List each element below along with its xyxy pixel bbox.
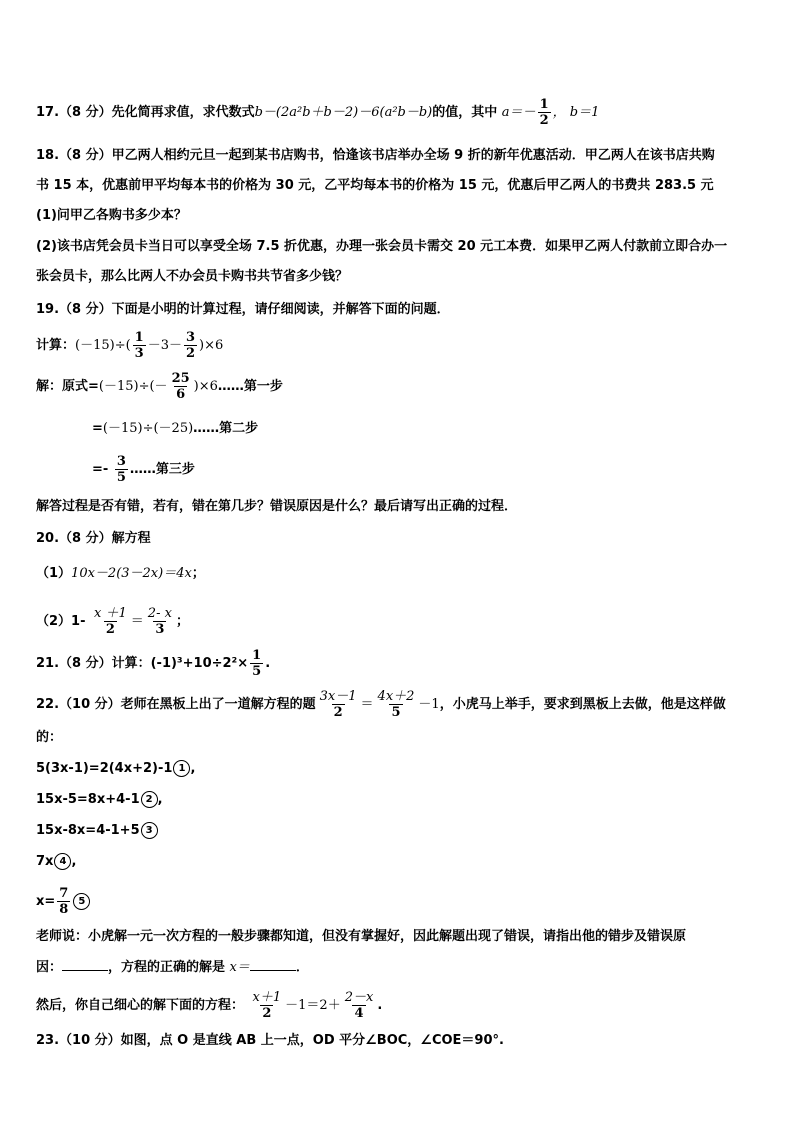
q19-fraction xyxy=(184,330,197,361)
fraction-denominator: 2 xyxy=(105,622,115,637)
q20-part-label: （1） xyxy=(36,566,72,581)
q20-fraction xyxy=(92,606,129,637)
circled-number-2: 2 xyxy=(141,791,158,808)
q22-label: 22.（10 分）老师在黑板上出了一道解方程的题 xyxy=(36,697,316,712)
q19-calc-label: 计算： xyxy=(36,338,76,353)
fraction-numerator: 7 xyxy=(59,886,69,901)
q22-fraction xyxy=(251,990,284,1021)
question-21 xyxy=(36,648,270,679)
q22-teacher-line-1: 老师说：小虎解一元一次方程的一般步骤都知道，但没有掌握好，因此解题出现了错误，请指出他的错步及错误原 xyxy=(36,929,687,944)
q22-punct: . xyxy=(377,998,383,1013)
q19-question: 解答过程是否有错，若有，错在第几步？错误原因是什么？最后请写出正确的过程． xyxy=(36,499,518,514)
q19-solution-step-3 xyxy=(92,454,195,485)
fraction-denominator: 8 xyxy=(59,902,69,917)
q22-fraction xyxy=(376,689,417,720)
q22-punct: , xyxy=(157,792,163,807)
fraction-numerator: 1 xyxy=(252,648,262,663)
fraction-numerator: x ＋1 xyxy=(94,606,127,621)
answer-blank-solution[interactable] xyxy=(250,958,296,971)
fraction-numerator: 3x－1 xyxy=(319,689,357,704)
circled-number-3: 3 xyxy=(141,822,158,839)
q22-step-expr: 15x-5=8x+4-1 xyxy=(36,792,140,807)
q22-step-4 xyxy=(36,853,76,871)
q22-step-5 xyxy=(36,886,90,917)
q19-equals: =- xyxy=(92,462,109,477)
q19-solution-label: 解：原式= xyxy=(36,379,99,394)
fraction-denominator: 2 xyxy=(262,1006,272,1021)
q22-step-expr: x= xyxy=(36,894,56,909)
q17-b-value: ， b＝1 xyxy=(552,105,600,120)
q17-text-mid: 的值，其中 xyxy=(432,105,498,120)
fraction-denominator: 4 xyxy=(354,1006,364,1021)
q20-expression: 10x－2(3－2x)＝4x xyxy=(71,566,192,581)
q20-part-label: （2）1- xyxy=(36,614,86,629)
fraction-denominator: 2 xyxy=(333,705,343,720)
q22-text: ，小虎马上举手，要求到黑板上去做，他是这样做 xyxy=(439,697,726,712)
question-19: 19.（8 分）下面是小明的计算过程，请仔细阅读，并解答下面的问题． xyxy=(36,302,450,317)
q19-expr-part: )×6 xyxy=(193,379,218,394)
fraction-numerator: 25 xyxy=(171,371,190,386)
answer-blank-error[interactable] xyxy=(62,958,108,971)
q22-teacher-line-2 xyxy=(36,958,309,977)
fraction-numerator: 3 xyxy=(116,454,126,469)
q19-expr-part: (－15)÷(－ xyxy=(98,379,168,394)
q20-punct: ； xyxy=(191,566,205,581)
q19-fraction xyxy=(133,330,146,361)
q17-fraction xyxy=(538,97,551,128)
question-18-line-1: 18.（8 分）甲乙两人相约元旦一起到某书店购书，恰逢该书店举办全场 9 折的新年优惠活动．甲乙两人在该书店共购 xyxy=(36,148,715,163)
q21-fraction xyxy=(250,648,263,679)
question-18-part-2: (2)该书店凭会员卡当日可以享受全场 7.5 折优惠，办理一张会员卡需交 20 元工本费．如果甲乙两人付款前立即合办一 xyxy=(36,239,728,254)
q21-expression: (-1)³+10÷2²× xyxy=(150,656,249,671)
q19-fraction xyxy=(115,454,128,485)
fraction-numerator: 3 xyxy=(186,330,196,345)
q19-solution-step-1 xyxy=(36,371,283,402)
q22-step-3 xyxy=(36,822,158,840)
q19-expr-part: －3－ xyxy=(147,338,182,353)
fraction-numerator: 4x＋2 xyxy=(377,689,415,704)
fraction-denominator: 3 xyxy=(134,346,144,361)
question-17 xyxy=(36,97,599,128)
q22-step-expr: 5(3x-1)=2(4x+2)-1 xyxy=(36,761,173,776)
q22-step-1 xyxy=(36,760,195,778)
question-18-part-1: (1)问甲乙各购书多少本？ xyxy=(36,208,187,223)
q22-text: 因： xyxy=(36,960,63,975)
question-23: 23.（10 分）如图，点 O 是直线 AB 上一点，OD 平分∠BOC，∠COE＝90°. xyxy=(36,1033,504,1048)
q19-equals: = xyxy=(92,421,103,436)
q19-expr-part: (－15)÷(－25) xyxy=(102,421,194,436)
question-20: 20.（8 分）解方程 xyxy=(36,531,151,546)
fraction-numerator: x＋1 xyxy=(252,990,282,1005)
fraction-numerator: 2－x xyxy=(344,990,374,1005)
q22-equation-line xyxy=(36,990,382,1021)
q22-punct: ． xyxy=(295,960,309,975)
q20-punct: ； xyxy=(175,614,189,629)
q22-x-label: x＝ xyxy=(229,960,250,975)
question-18-line-2: 书 15 本，优惠前甲平均每本书的价格为 30 元，乙平均每本书的价格为 15 元，优惠后甲乙两人的书费共 283.5 元 xyxy=(36,178,714,193)
q17-expression: b－(2a²b＋b－2)－6(a²b－b) xyxy=(254,105,433,120)
q21-label: 21.（8 分）计算： xyxy=(36,656,151,671)
q22-minus-one: －1 xyxy=(418,697,440,712)
q22-fraction xyxy=(343,990,376,1021)
q20-fraction xyxy=(146,606,174,637)
q22-equals: ＝ xyxy=(360,697,374,712)
q20-equals: ＝ xyxy=(130,614,144,629)
q21-punct: . xyxy=(265,656,271,671)
q22-expr-part: －1＝2＋ xyxy=(285,998,341,1013)
fraction-denominator: 5 xyxy=(116,470,126,485)
fraction-denominator: 5 xyxy=(391,705,401,720)
q22-fraction xyxy=(57,886,70,917)
q22-punct: , xyxy=(71,854,77,869)
q19-expr-part: )×6 xyxy=(199,338,224,353)
fraction-denominator: 2 xyxy=(186,346,196,361)
question-22 xyxy=(36,689,726,720)
q22-fraction xyxy=(318,689,359,720)
circled-number-5: 5 xyxy=(73,893,90,910)
circled-number-4: 4 xyxy=(54,853,71,870)
q19-fraction xyxy=(170,371,192,402)
q22-step-expr: 7x xyxy=(36,854,54,869)
q19-calc-line xyxy=(36,330,223,361)
circled-number-1: 1 xyxy=(173,760,190,777)
q22-text: 然后，你自己细心的解下面的方程： xyxy=(36,998,245,1013)
fraction-denominator: 3 xyxy=(155,622,165,637)
q19-solution-step-2 xyxy=(92,420,258,438)
q19-expr-part: (－15)÷( xyxy=(75,338,131,353)
fraction-denominator: 5 xyxy=(252,664,262,679)
q20-part-2 xyxy=(36,606,189,637)
q17-a-value: a＝－ xyxy=(501,105,536,120)
fraction-denominator: 6 xyxy=(176,387,186,402)
q19-step-label: ……第二步 xyxy=(193,421,259,436)
fraction-numerator: 1 xyxy=(134,330,144,345)
question-18-line-5: 张会员卡，那么比两人不办会员卡购书共节省多少钱？ xyxy=(36,269,349,284)
q22-punct: , xyxy=(190,761,196,776)
fraction-denominator: 2 xyxy=(539,113,549,128)
q19-step-label: ……第一步 xyxy=(217,379,283,394)
q22-text-line-2: 的： xyxy=(36,730,63,745)
q19-step-label: ……第三步 xyxy=(129,462,195,477)
fraction-numerator: 1 xyxy=(539,97,549,112)
fraction-numerator: 2- x xyxy=(147,606,172,621)
q22-step-expr: 15x-8x=4-1+5 xyxy=(36,823,140,838)
q22-text: ，方程的正确的解是 xyxy=(108,960,230,975)
q17-text: 17.（8 分）先化简再求值，求代数式 xyxy=(36,105,255,120)
q22-step-2 xyxy=(36,791,163,809)
q20-part-1 xyxy=(36,565,205,583)
